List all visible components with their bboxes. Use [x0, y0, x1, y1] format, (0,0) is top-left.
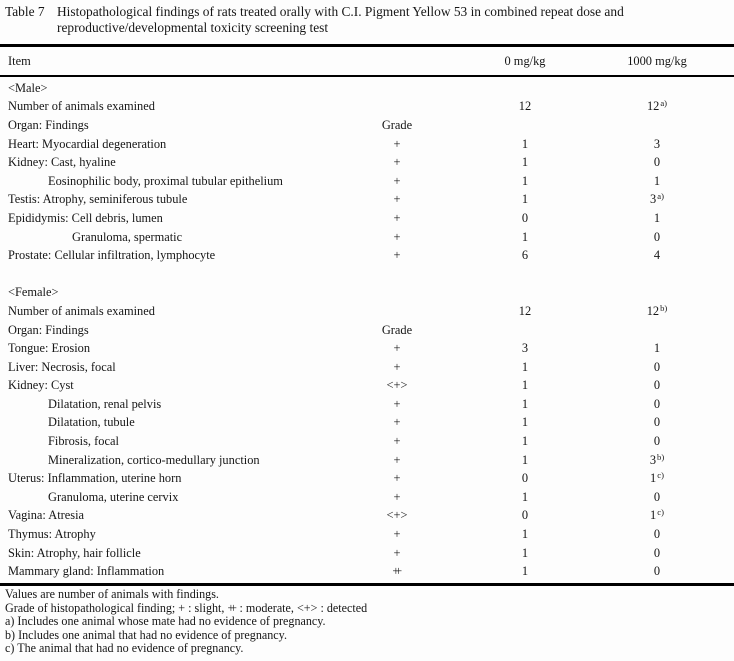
table-row	[0, 395, 734, 414]
dose-1000-cell: 0	[653, 527, 661, 542]
histopathology-table	[0, 44, 734, 586]
item-cell: Skin: Atrophy, hair follicle	[8, 545, 141, 560]
dose-1000-cell: 0	[653, 564, 661, 579]
table-row	[0, 265, 734, 284]
dose-0-cell: 12	[518, 303, 532, 318]
grade-cell: +	[393, 192, 401, 207]
item-cell: Organ: Findings	[8, 117, 89, 132]
item-cell: Testis: Atrophy, seminiferous tubule	[8, 192, 188, 207]
table-row	[0, 562, 734, 581]
footnote-line: c) The animal that had no evidence of pregnancy.	[5, 641, 244, 655]
table-row	[0, 507, 734, 526]
grade-cell: +	[393, 545, 401, 560]
dose-1000-cell: 1	[653, 173, 661, 188]
footnote-line: a) Includes one animal whose mate had no evidence of pregnancy.	[5, 614, 326, 628]
dose-1000-cell: 12$^{b)}$	[646, 302, 668, 318]
table-row	[0, 544, 734, 563]
table-row	[0, 191, 734, 210]
grade-cell: +	[393, 471, 401, 486]
item-cell: Kidney: Cyst	[8, 378, 74, 393]
item-cell: Tongue: Erosion	[8, 341, 91, 356]
header-item: Item	[8, 53, 31, 68]
dose-1000-cell: 3$^{a)}$	[650, 191, 664, 207]
double-plus-symbol: ++	[227, 600, 233, 615]
header-dose-1000: 1000 mg/kg	[627, 53, 687, 68]
dose-1000-cell: 1	[653, 210, 661, 225]
dose-0-cell: 1	[521, 434, 529, 449]
dose-0-cell: 1	[521, 415, 529, 430]
table-row	[0, 79, 734, 98]
table-header-row	[0, 44, 734, 77]
dose-1000-cell: 0	[653, 378, 661, 393]
grade-cell: +	[393, 229, 401, 244]
dose-0-cell: 0	[521, 471, 529, 486]
dose-0-cell: 1	[521, 173, 529, 188]
table-row	[0, 98, 734, 117]
footnote-line: b) Includes one animal that had no evidence of pregnancy.	[5, 627, 287, 642]
grade-cell: +	[393, 396, 401, 411]
item-cell: Heart: Myocardial degeneration	[8, 136, 167, 151]
dose-0-cell: 1	[521, 229, 529, 244]
grade-cell: +	[393, 341, 401, 356]
dose-1000-cell: 0	[653, 415, 661, 430]
item-cell: Granuloma, uterine cervix	[48, 489, 179, 504]
dose-1000-cell: 12$^{a)}$	[646, 98, 668, 114]
item-cell: Fibrosis, focal	[48, 434, 119, 449]
dose-0-cell: 1	[521, 378, 529, 393]
dose-1000-cell: 1	[653, 341, 661, 356]
table-row	[0, 321, 734, 340]
footnote-line: Grade of histopathological finding; + : slight, ++ : moderate, <+> : detected	[5, 600, 368, 615]
item-cell: Granuloma, spermatic	[72, 229, 183, 244]
item-cell: Organ: Findings	[8, 322, 89, 337]
dose-1000-cell: 0	[653, 359, 661, 374]
grade-cell: Grade	[381, 117, 413, 132]
header-dose-0: 0 mg/kg	[504, 53, 546, 68]
table-row	[0, 339, 734, 358]
grade-cell: +	[393, 136, 401, 151]
item-cell: Eosinophilic body, proximal tubular epithelium	[48, 173, 283, 188]
item-cell: Vagina: Atresia	[8, 508, 85, 523]
dose-0-cell: 1	[521, 545, 529, 560]
footnote-marker: c)	[657, 507, 664, 518]
item-cell: Liver: Necrosis, focal	[8, 359, 116, 374]
dose-0-cell: 0	[521, 210, 529, 225]
double-plus-symbol: ++	[392, 564, 398, 579]
grade-cell: +	[393, 210, 401, 225]
table-row	[0, 135, 734, 154]
dose-0-cell: 6	[521, 248, 529, 263]
grade-cell: +	[393, 452, 401, 467]
dose-0-cell: 1	[521, 489, 529, 504]
table-row	[0, 414, 734, 433]
table-caption	[5, 4, 729, 36]
table-row	[0, 172, 734, 191]
item-cell: Dilatation, tubule	[48, 415, 135, 430]
dose-1000-cell: 0	[653, 489, 661, 504]
grade-cell: <+>	[386, 508, 408, 523]
dose-0-cell: 1	[521, 155, 529, 170]
table-row	[0, 284, 734, 303]
dose-0-cell: 1	[521, 564, 529, 579]
table-body	[0, 77, 734, 586]
item-cell: Number of animals examined	[8, 99, 155, 114]
dose-0-cell: 3	[521, 341, 529, 356]
dose-1000-cell: 0	[653, 229, 661, 244]
footnote-line: Values are number of animals with findings.	[5, 587, 219, 601]
table-row	[0, 358, 734, 377]
footnote-marker: b)	[660, 302, 668, 313]
table-row	[0, 488, 734, 507]
dose-1000-cell: 3$^{b)}$	[649, 451, 665, 467]
dose-0-cell: 12	[518, 99, 532, 114]
dose-1000-cell: 0	[653, 434, 661, 449]
item-cell: Thymus: Atrophy	[8, 527, 96, 542]
grade-cell: <+>	[386, 378, 408, 393]
table-row	[0, 153, 734, 172]
item-cell: Kidney: Cast, hyaline	[8, 155, 116, 170]
footnote-marker: b)	[657, 451, 665, 462]
grade-cell: +	[393, 434, 401, 449]
table-row	[0, 377, 734, 396]
dose-1000-cell: 4	[653, 248, 661, 263]
footnotes	[5, 588, 729, 656]
item-cell: Number of animals examined	[8, 303, 155, 318]
footnote-marker: c)	[657, 470, 664, 481]
dose-0-cell: 1	[521, 452, 529, 467]
dose-0-cell: 0	[521, 508, 529, 523]
table-number: Table 7	[5, 4, 45, 19]
item-cell: Uterus: Inflammation, uterine horn	[8, 471, 182, 486]
grade-cell	[362, 564, 432, 579]
table-row	[0, 246, 734, 265]
table-row	[0, 451, 734, 470]
table-row	[0, 209, 734, 228]
item-cell: <Male>	[8, 80, 48, 95]
item-cell: <Female>	[8, 285, 59, 300]
footnote-marker: a)	[660, 98, 668, 109]
item-cell: Mammary gland: Inflammation	[8, 564, 165, 579]
footnote-marker: a)	[657, 191, 664, 202]
dose-1000-cell: 0	[653, 155, 661, 170]
grade-cell: +	[393, 489, 401, 504]
dose-0-cell: 1	[521, 136, 529, 151]
table-row	[0, 469, 734, 488]
dose-1000-cell: 1$^{c)}$	[650, 470, 664, 486]
grade-cell: Grade	[381, 322, 413, 337]
dose-1000-cell: 0	[653, 396, 661, 411]
grade-cell: +	[393, 248, 401, 263]
grade-cell: +	[393, 173, 401, 188]
grade-cell: +	[393, 527, 401, 542]
table-row	[0, 228, 734, 247]
item-cell: Epididymis: Cell debris, lumen	[8, 210, 163, 225]
dose-1000-cell: 1$^{c)}$	[650, 507, 664, 523]
dose-0-cell: 1	[521, 527, 529, 542]
dose-0-cell: 1	[521, 192, 529, 207]
item-cell: Mineralization, cortico-medullary junction	[48, 452, 260, 467]
item-cell: Dilatation, renal pelvis	[48, 396, 162, 411]
dose-0-cell: 1	[521, 359, 529, 374]
table-title: Histopathological findings of rats treated orally with C.I. Pigment Yellow 53 in combined repeat dose and reproductive/developmental toxicity screening test	[57, 4, 624, 35]
item-cell: Prostate: Cellular infiltration, lymphocyte	[8, 248, 216, 263]
dose-1000-cell: 3	[653, 136, 661, 151]
grade-cell: +	[393, 155, 401, 170]
table-row	[0, 116, 734, 135]
dose-0-cell: 1	[521, 396, 529, 411]
table-row	[0, 525, 734, 544]
grade-cell: +	[393, 415, 401, 430]
dose-1000-cell: 0	[653, 545, 661, 560]
table-row	[0, 302, 734, 321]
grade-cell: +	[393, 359, 401, 374]
table-row	[0, 432, 734, 451]
